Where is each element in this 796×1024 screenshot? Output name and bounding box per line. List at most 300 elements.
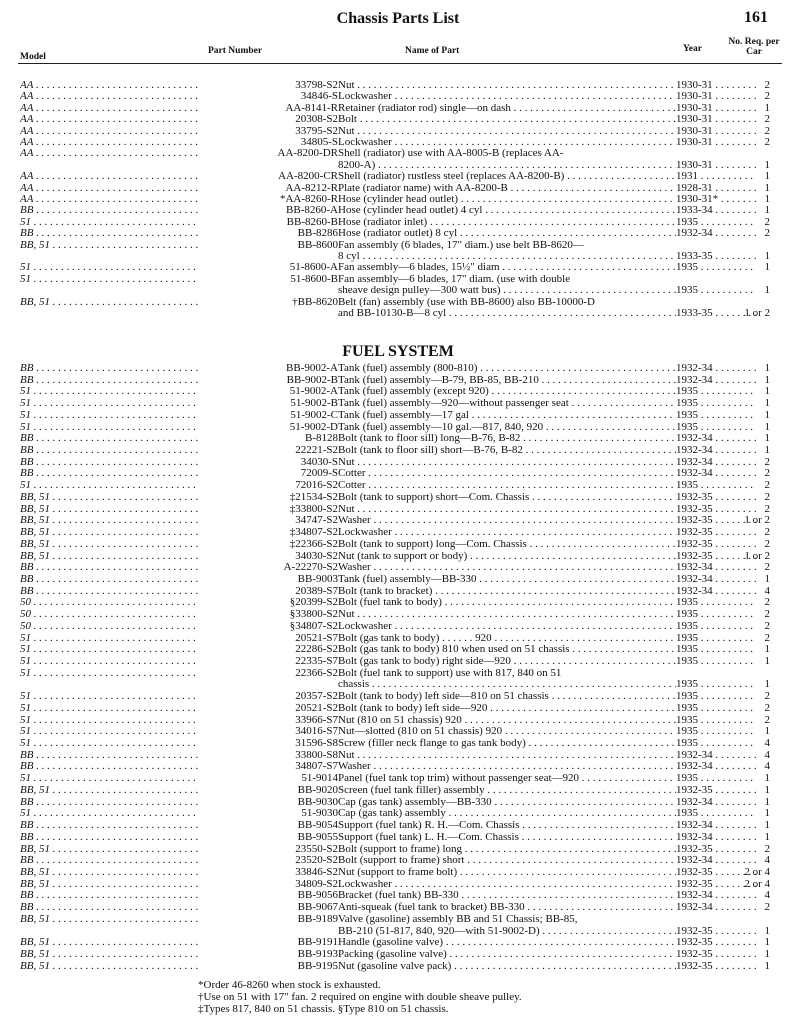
part-name-cell: Bracket (fuel tank) BB-330 . . . <box>338 890 676 901</box>
model-cell: BB, 51 . . . <box>20 492 198 503</box>
part-name-cell: Bolt (gas tank to body) right side—920 . . . <box>338 656 676 667</box>
part-name-cell: sheave design pulley—300 watt bus) . . . <box>338 285 676 296</box>
year-cell: 1932-35 . . . <box>676 844 756 855</box>
table-row <box>0 574 796 585</box>
year-cell: 1935 . . . <box>676 773 756 784</box>
table-row <box>0 398 796 409</box>
part-number-cell: 20521-S7 <box>295 631 338 644</box>
part-number-cell: 51-9014 <box>301 772 338 785</box>
year-cell: 1932-35 . . . <box>676 504 756 515</box>
part-number-cell: BB-9189 <box>297 912 338 925</box>
year-cell: 1935 . . . <box>676 262 756 273</box>
model-cell: BB . . . <box>20 457 198 468</box>
part-name-cell: Bolt (tank to body) left side—810 on 51 chassis . . . <box>338 691 676 702</box>
table-row <box>0 621 796 632</box>
part-number-cell: †BB-8620 <box>292 295 338 308</box>
model-cell: BB, 51 . . . <box>20 961 198 972</box>
year-cell: 1935 . . . <box>676 609 756 620</box>
year-cell: 1932-34 . . . <box>676 468 756 479</box>
table-row <box>0 914 796 925</box>
qty-cell: 2 <box>764 502 770 515</box>
model-cell: 51 . . . <box>20 386 198 397</box>
section-heading-fuel: FUEL SYSTEM <box>342 343 454 360</box>
year-cell: 1932-34 . . . <box>676 574 756 585</box>
part-number-cell: 51-9002-C <box>290 408 338 421</box>
model-cell: BB . . . <box>20 832 198 843</box>
qty-cell: 2 <box>764 631 770 644</box>
table-row <box>0 445 796 456</box>
part-number-cell: 51-9030 <box>301 807 338 820</box>
qty-cell: 2 <box>764 124 770 137</box>
table-row <box>0 274 796 285</box>
qty-cell: 1 <box>764 444 770 457</box>
table-row <box>0 171 796 182</box>
model-cell: BB . . . <box>20 445 198 456</box>
table-row <box>0 867 796 878</box>
part-number-cell: 22286-S2 <box>295 643 338 656</box>
table-row <box>0 656 796 667</box>
part-number-cell: BB-9191 <box>297 936 338 949</box>
part-name-cell: Screw (filler neck flange to gas tank body) . . . <box>338 738 676 749</box>
model-cell: AA . . . <box>20 126 198 137</box>
table-row <box>0 668 796 679</box>
year-cell: 1932-35 . . . <box>676 949 756 960</box>
part-number-cell: BB-9067 <box>297 901 338 914</box>
part-number-cell: 33795-S2 <box>295 124 338 137</box>
model-cell: BB . . . <box>20 468 198 479</box>
table-row <box>0 308 796 319</box>
model-cell: 51 . . . <box>20 398 198 409</box>
part-name-cell: Tank (fuel) assembly—BB-330 . . . <box>338 574 676 585</box>
part-name-cell: Nut (tank to support or body) . . . <box>338 551 676 562</box>
model-cell: 51 . . . <box>20 715 198 726</box>
table-row <box>0 750 796 761</box>
model-cell: 51 . . . <box>20 217 198 228</box>
part-name-cell: Bolt (tank to bracket) . . . <box>338 586 676 597</box>
table-row <box>0 80 796 91</box>
part-name-cell: Washer . . . <box>338 562 676 573</box>
year-cell: 1930-31 . . . <box>676 137 756 148</box>
year-cell: 1930-31 . . . <box>676 114 756 125</box>
table-row <box>0 726 796 737</box>
part-number-cell: AA-8141-R <box>285 101 338 114</box>
year-cell: 1930-31 . . . <box>676 80 756 91</box>
qty-cell: 4 <box>764 854 770 867</box>
qty-cell: 2 or 4 <box>744 865 770 878</box>
table-row <box>0 148 796 159</box>
part-name-cell: Plate (radiator name) with AA-8200-B . . . <box>338 183 676 194</box>
part-name-cell: Support (fuel tank) R. H.—Com. Chassis . . . <box>338 820 676 831</box>
model-cell: BB, 51 . . . <box>20 551 198 562</box>
part-name-cell: Valve (gasoline) assembly BB and 51 Chassis; BB-85, <box>338 913 578 925</box>
part-name-cell: Bolt (tank to body) left side—920 . . . <box>338 703 676 714</box>
part-name-cell: Bolt (gas tank to body) 810 when used on 51 chassis . . . <box>338 644 676 655</box>
part-number-cell: 20308-S2 <box>295 113 338 126</box>
part-number-cell: BB-8600 <box>297 238 338 251</box>
part-number-cell: BB-9054 <box>297 819 338 832</box>
year-cell: 1932-34 . . . <box>676 375 756 386</box>
part-name-cell: Tank (fuel) assembly—17 gal . . . <box>338 410 676 421</box>
table-row <box>0 504 796 515</box>
model-cell: BB . . . <box>20 761 198 772</box>
part-name-cell: Lockwasher . . . <box>338 879 676 890</box>
table-row <box>0 126 796 137</box>
part-name-cell: Nut—slotted (810 on 51 chassis) 920 . . . <box>338 726 676 737</box>
qty-cell: 2 <box>764 713 770 726</box>
qty-cell: 1 <box>764 432 770 445</box>
year-cell: 1932-34 . . . <box>676 363 756 374</box>
model-cell: BB, 51 . . . <box>20 539 198 550</box>
part-name-cell: Bolt (fuel tank to support) use with 817, 840 on 51 <box>338 667 562 679</box>
year-cell: 1933-34 . . . <box>676 205 756 216</box>
qty-cell: 1 <box>764 830 770 843</box>
part-name-cell: Tank (fuel) assembly (except 920) . . . <box>338 386 676 397</box>
model-cell: BB, 51 . . . <box>20 527 198 538</box>
model-cell: AA . . . <box>20 183 198 194</box>
year-cell: 1935 . . . <box>676 644 756 655</box>
qty-cell: 1 <box>764 678 770 691</box>
qty-cell: 2 <box>764 901 770 914</box>
table-row <box>0 773 796 784</box>
part-number-cell: 33800-S8 <box>295 748 338 761</box>
qty-cell: 1 <box>764 158 770 171</box>
year-cell: 1932-35 . . . <box>676 867 756 878</box>
part-number-cell: BB-8260-A <box>286 204 338 217</box>
part-name-cell: Bolt (gas tank to body) . . . . . . 920 . . . <box>338 633 676 644</box>
part-name-cell: Screen (fuel tank filler) assembly . . . <box>338 785 676 796</box>
part-name-cell: Nut . . . <box>338 750 676 761</box>
part-number-cell: 23550-S2 <box>295 842 338 855</box>
model-cell: BB . . . <box>20 574 198 585</box>
part-name-cell: Hose (cylinder head outlet) 4 cyl . . . <box>338 205 676 216</box>
table-row <box>0 285 796 296</box>
year-cell: 1935 . . . <box>676 422 756 433</box>
part-number-cell: BB-9056 <box>297 889 338 902</box>
model-cell: AA . . . <box>20 171 198 182</box>
qty-cell: 4 <box>764 737 770 750</box>
header-rule <box>18 63 782 64</box>
part-name-cell: Bolt (tank to support) short—Com. Chassis . . . <box>338 492 676 503</box>
year-cell: 1935 . . . <box>676 398 756 409</box>
qty-cell: 1 <box>764 362 770 374</box>
part-number-cell: 23520-S2 <box>295 854 338 867</box>
model-cell: AA . . . <box>20 114 198 125</box>
qty-cell: 4 <box>764 760 770 773</box>
part-name-cell: Shell (radiator) rustless steel (replaces AA-8200-B) . . . <box>338 171 676 182</box>
part-number-cell: 51-9002-D <box>289 420 338 433</box>
part-number-cell: 34805-S <box>300 136 338 148</box>
part-number-cell: 20389-S7 <box>295 584 338 597</box>
part-number-cell: 51-8600-A <box>289 261 338 274</box>
model-cell: 51 . . . <box>20 422 198 433</box>
header-part-number: Part Number <box>208 46 263 56</box>
qty-cell: 2 <box>764 79 770 91</box>
model-cell: 50 . . . <box>20 609 198 620</box>
qty-cell: 1 <box>764 397 770 410</box>
model-cell: AA . . . <box>20 91 198 102</box>
qty-cell: 2 <box>764 842 770 855</box>
part-name-cell: Anti-squeak (fuel tank to bracket) BB-330 . . . <box>338 902 676 913</box>
part-name-cell: chassis . . . <box>338 679 676 690</box>
part-name-cell: Lockwasher . . . <box>338 91 676 102</box>
part-name-cell: Fan assembly—6 blades, 17" diam. (use with double <box>338 273 571 285</box>
part-name-cell: Bolt (support to frame) long . . . <box>338 844 676 855</box>
part-number-cell: §33800-S2 <box>289 608 338 621</box>
part-name-cell: Fan assembly (6 blades, 17" diam.) use belt BB-8620— <box>338 239 584 251</box>
year-cell: 1935 . . . <box>676 285 756 296</box>
footnote: ‡Types 817, 840 on 51 chassis. §Type 810 on 51 chassis. <box>198 1003 449 1015</box>
part-number-cell: 33966-S7 <box>295 713 338 726</box>
part-number-cell: BB-9195 <box>297 959 338 972</box>
table-row <box>0 194 796 205</box>
qty-cell: 1 <box>764 250 770 262</box>
part-number-cell: 20521-S2 <box>295 701 338 714</box>
table-row <box>0 422 796 433</box>
model-cell: BB, 51 . . . <box>20 879 198 890</box>
qty-cell: 1 <box>764 924 770 937</box>
table-row <box>0 761 796 772</box>
qty-cell: 2 <box>764 619 770 632</box>
qty-cell: 1 <box>764 385 770 398</box>
qty-cell: 1 <box>764 807 770 820</box>
part-number-cell: 72016-S2 <box>295 479 338 492</box>
model-cell: BB . . . <box>20 586 198 597</box>
qty-cell: 2 <box>764 608 770 621</box>
year-cell: 1930-31 . . . <box>676 91 756 102</box>
qty-cell: 1 or 2 <box>744 549 770 562</box>
year-cell: 1932-35 . . . <box>676 937 756 948</box>
part-number-cell: 22366-S2 <box>295 666 338 679</box>
part-name-cell: 8 cyl . . . <box>338 251 676 262</box>
qty-cell: 1 <box>764 959 770 972</box>
part-name-cell: Handle (gasoline valve) . . . <box>338 937 676 948</box>
part-number-cell: A-22270-S2 <box>283 561 338 574</box>
table-row <box>0 832 796 843</box>
year-cell: 1932-35 . . . <box>676 492 756 503</box>
part-number-cell: BB-9030 <box>297 795 338 808</box>
table-row <box>0 633 796 644</box>
model-cell: AA . . . <box>20 103 198 114</box>
part-number-cell: ‡21534-S2 <box>289 490 338 503</box>
qty-cell: 2 <box>764 467 770 480</box>
model-cell: 51 . . . <box>20 808 198 819</box>
table-row <box>0 217 796 228</box>
model-cell: BB, 51 . . . <box>20 914 198 925</box>
table-row <box>0 251 796 262</box>
year-cell: 1935 . . . <box>676 480 756 491</box>
qty-cell: 2 <box>764 690 770 703</box>
part-name-cell: Cotter . . . <box>338 468 676 479</box>
year-cell: 1935 . . . <box>676 679 756 690</box>
qty-cell: 1 <box>764 725 770 738</box>
part-number-cell: 34747-S2 <box>295 514 338 527</box>
table-row <box>0 137 796 148</box>
qty-cell: 2 <box>764 479 770 492</box>
part-number-cell: BB-9020 <box>297 783 338 796</box>
year-cell: 1933-35 . . . <box>676 251 756 262</box>
table-row <box>0 679 796 690</box>
part-number-cell: 72009-S <box>300 467 338 480</box>
part-number-cell: BB-9002-B <box>286 373 338 386</box>
qty-cell: 1 <box>764 284 770 297</box>
year-cell: 1935 . . . <box>676 621 756 632</box>
qty-cell: 1 <box>764 643 770 656</box>
qty-cell: 1 <box>764 170 770 183</box>
model-cell: 51 . . . <box>20 644 198 655</box>
year-cell: 1932-35 . . . <box>676 879 756 890</box>
year-cell: 1932-34 . . . <box>676 820 756 831</box>
part-name-cell: Nut . . . <box>338 126 676 137</box>
table-row <box>0 363 796 374</box>
year-cell: 1932-35 . . . <box>676 961 756 972</box>
year-cell: 1935 . . . <box>676 633 756 644</box>
part-name-cell: Washer . . . <box>338 761 676 772</box>
part-number-cell: BB-9003 <box>297 572 338 585</box>
model-cell: BB . . . <box>20 855 198 866</box>
model-cell: BB . . . <box>20 750 198 761</box>
table-row <box>0 820 796 831</box>
year-cell: 1933-35 . . . <box>676 308 756 319</box>
part-name-cell: Nut . . . <box>338 80 676 91</box>
qty-cell: 2 <box>764 561 770 574</box>
part-number-cell: ‡22366-S2 <box>289 537 338 550</box>
page-number: 161 <box>744 9 768 26</box>
table-row <box>0 808 796 819</box>
model-cell: BB . . . <box>20 205 198 216</box>
part-name-cell: Bolt (tank to floor sill) short—B-76, B-82 . . . <box>338 445 676 456</box>
table-row <box>0 160 796 171</box>
year-cell: 1930-31 . . . <box>676 160 756 171</box>
qty-cell: 1 <box>764 783 770 796</box>
table-row <box>0 539 796 550</box>
qty-cell: 2 <box>764 227 770 240</box>
part-number-cell: §20399-S2 <box>289 596 338 609</box>
model-cell: BB, 51 . . . <box>20 937 198 948</box>
year-cell: 1935 . . . <box>676 386 756 397</box>
year-cell: 1930-31* . . . <box>676 194 756 205</box>
qty-cell: 1 or 2 <box>744 307 770 319</box>
part-name-cell: Cap (gas tank) assembly . . . <box>338 808 676 819</box>
model-cell: BB, 51 . . . <box>20 785 198 796</box>
part-number-cell: B-8128 <box>305 432 338 445</box>
qty-cell: 2 <box>764 596 770 609</box>
year-cell: 1932-35 . . . <box>676 926 756 937</box>
table-row <box>0 879 796 890</box>
year-cell: 1935 . . . <box>676 656 756 667</box>
table-row <box>0 480 796 491</box>
qty-cell: 2 <box>764 136 770 148</box>
model-cell: 50 . . . <box>20 621 198 632</box>
qty-cell: 1 <box>764 420 770 433</box>
year-cell: 1935 . . . <box>676 410 756 421</box>
part-name-cell: Bolt (support to frame) short . . . <box>338 855 676 866</box>
part-number-cell: 51-8600-B <box>290 272 338 285</box>
table-row <box>0 468 796 479</box>
model-cell: 51 . . . <box>20 410 198 421</box>
part-name-cell: Tank (fuel) assembly—920—without passenger seat . . . <box>338 398 676 409</box>
part-name-cell: BB-210 (51-817, 840, 920—with 51-9002-D) . . . <box>338 926 676 937</box>
year-cell: 1932-34 . . . <box>676 832 756 843</box>
table-row <box>0 457 796 468</box>
qty-cell: 4 <box>764 889 770 902</box>
model-cell: BB, 51 . . . <box>20 504 198 515</box>
table-row <box>0 715 796 726</box>
part-number-cell: 31596-S8 <box>295 737 338 750</box>
qty-cell: 4 <box>764 748 770 761</box>
part-name-cell: Hose (cylinder head outlet) . . . <box>338 194 676 205</box>
table-row <box>0 586 796 597</box>
table-row <box>0 433 796 444</box>
table-row <box>0 375 796 386</box>
year-cell: 1935 . . . <box>676 738 756 749</box>
year-cell: 1932-34 . . . <box>676 797 756 808</box>
table-row <box>0 183 796 194</box>
qty-cell: 1 <box>764 204 770 217</box>
table-row <box>0 844 796 855</box>
year-cell: 1932-34 . . . <box>676 750 756 761</box>
part-name-cell: Cotter . . . <box>338 480 676 491</box>
part-name-cell: Lockwasher . . . <box>338 527 676 538</box>
year-cell: 1932-34 . . . <box>676 890 756 901</box>
year-cell: 1932-34 . . . <box>676 586 756 597</box>
table-row <box>0 738 796 749</box>
year-cell: 1932-35 . . . <box>676 551 756 562</box>
table-row <box>0 703 796 714</box>
model-cell: 50 . . . <box>20 597 198 608</box>
model-cell: 51 . . . <box>20 773 198 784</box>
part-number-cell: 22335-S7 <box>295 655 338 667</box>
year-cell: 1932-35 . . . <box>676 527 756 538</box>
year-cell: 1932-34 . . . <box>676 562 756 573</box>
table-row <box>0 949 796 960</box>
part-name-cell: Hose (radiator inlet) . . . <box>338 217 676 228</box>
part-number-cell: BB-8260-B <box>286 215 338 228</box>
table-row <box>0 609 796 620</box>
part-name-cell: Nut . . . <box>338 609 676 620</box>
model-cell: BB . . . <box>20 890 198 901</box>
qty-cell: 2 <box>764 90 770 103</box>
model-cell: BB, 51 . . . <box>20 515 198 526</box>
model-cell: 51 . . . <box>20 691 198 702</box>
qty-cell: 2 <box>764 455 770 468</box>
part-number-cell: 33846-S2 <box>295 865 338 878</box>
qty-cell: 2 <box>764 490 770 503</box>
part-number-cell: 51-9002-B <box>290 397 338 410</box>
year-cell: 1932-35 . . . <box>676 785 756 796</box>
qty-cell: 2 <box>764 113 770 126</box>
year-cell: 1932-35 . . . <box>676 515 756 526</box>
part-name-cell: Nut . . . <box>338 504 676 515</box>
model-cell: BB . . . <box>20 228 198 239</box>
model-cell: BB . . . <box>20 562 198 573</box>
part-name-cell: Lockwasher . . . <box>338 137 676 148</box>
table-row <box>0 228 796 239</box>
model-cell: 51 . . . <box>20 262 198 273</box>
year-cell: 1930-31 . . . <box>676 126 756 137</box>
year-cell: 1932-34 . . . <box>676 228 756 239</box>
table-row <box>0 785 796 796</box>
part-number-cell: 33798-S2 <box>295 79 338 91</box>
part-name-cell: Tank (fuel) assembly (800-810) . . . <box>338 363 676 374</box>
part-number-cell: BB-8286 <box>297 227 338 240</box>
qty-cell: 1 <box>764 193 770 205</box>
table-row <box>0 562 796 573</box>
model-cell: BB, 51 . . . <box>20 240 198 251</box>
qty-cell: 1 <box>764 655 770 667</box>
year-cell: 1935 . . . <box>676 691 756 702</box>
part-name-cell: Bolt (tank to support) long—Com. Chassis . . . <box>338 539 676 550</box>
qty-cell: 2 or 4 <box>744 877 770 890</box>
